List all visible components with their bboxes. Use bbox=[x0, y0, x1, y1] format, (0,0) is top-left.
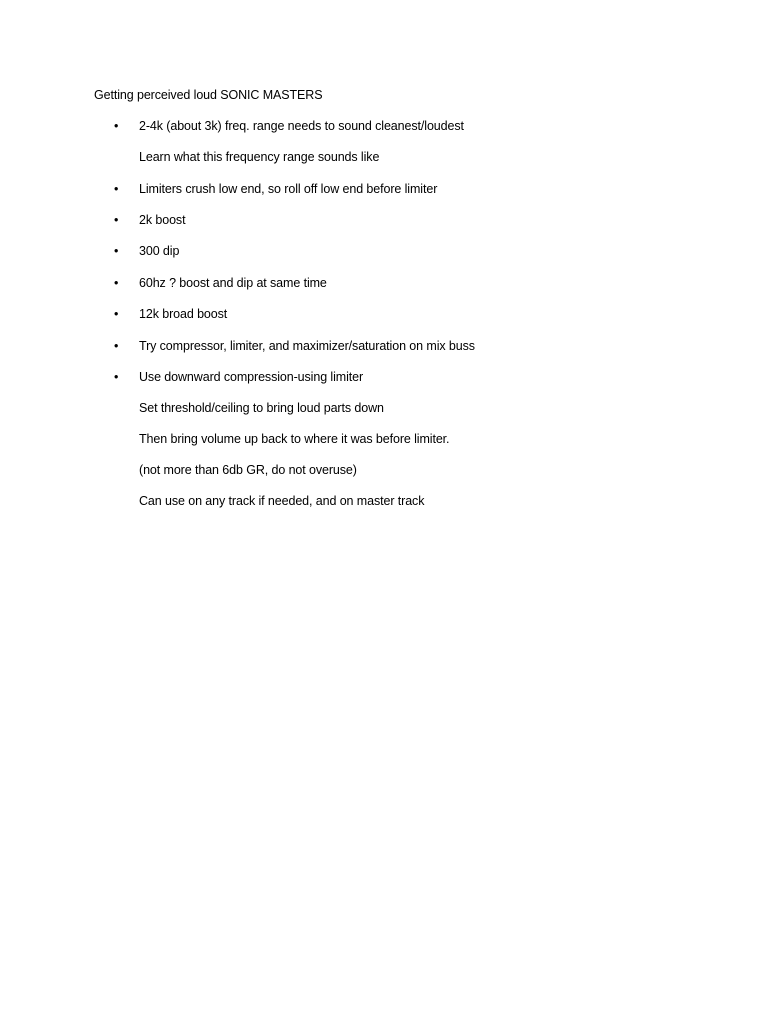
list-item: 2-4k (about 3k) freq. range needs to sound cleanest/loudest bbox=[139, 119, 464, 133]
list-item: 2k boost bbox=[139, 213, 186, 227]
bullet-marker: • bbox=[114, 213, 119, 227]
bullet-marker: • bbox=[114, 244, 119, 258]
list-item: Use downward compression-using limiter bbox=[139, 370, 364, 384]
bullet-marker: • bbox=[114, 307, 119, 321]
bullet-marker: • bbox=[114, 339, 119, 353]
bullet-marker: • bbox=[114, 276, 119, 290]
sub-note: Set threshold/ceiling to bring loud parts down bbox=[139, 401, 384, 415]
sub-note: Then bring volume up back to where it was before limiter. bbox=[139, 432, 450, 446]
list-item: Limiters crush low end, so roll off low end before limiter bbox=[139, 182, 438, 196]
list-item: 60hz ? boost and dip at same time bbox=[139, 276, 327, 290]
bullet-marker: • bbox=[114, 370, 119, 384]
sub-note: Can use on any track if needed, and on master track bbox=[139, 494, 425, 508]
bullet-marker: • bbox=[114, 119, 119, 133]
sub-note: Learn what this frequency range sounds like bbox=[139, 150, 380, 164]
list-item: Try compressor, limiter, and maximizer/saturation on mix buss bbox=[139, 339, 475, 353]
list-item: 300 dip bbox=[139, 244, 180, 258]
list-item: 12k broad boost bbox=[139, 307, 228, 321]
sub-note: (not more than 6db GR, do not overuse) bbox=[139, 463, 357, 477]
document-title: Getting perceived loud SONIC MASTERS bbox=[94, 88, 323, 102]
bullet-marker: • bbox=[114, 182, 119, 196]
